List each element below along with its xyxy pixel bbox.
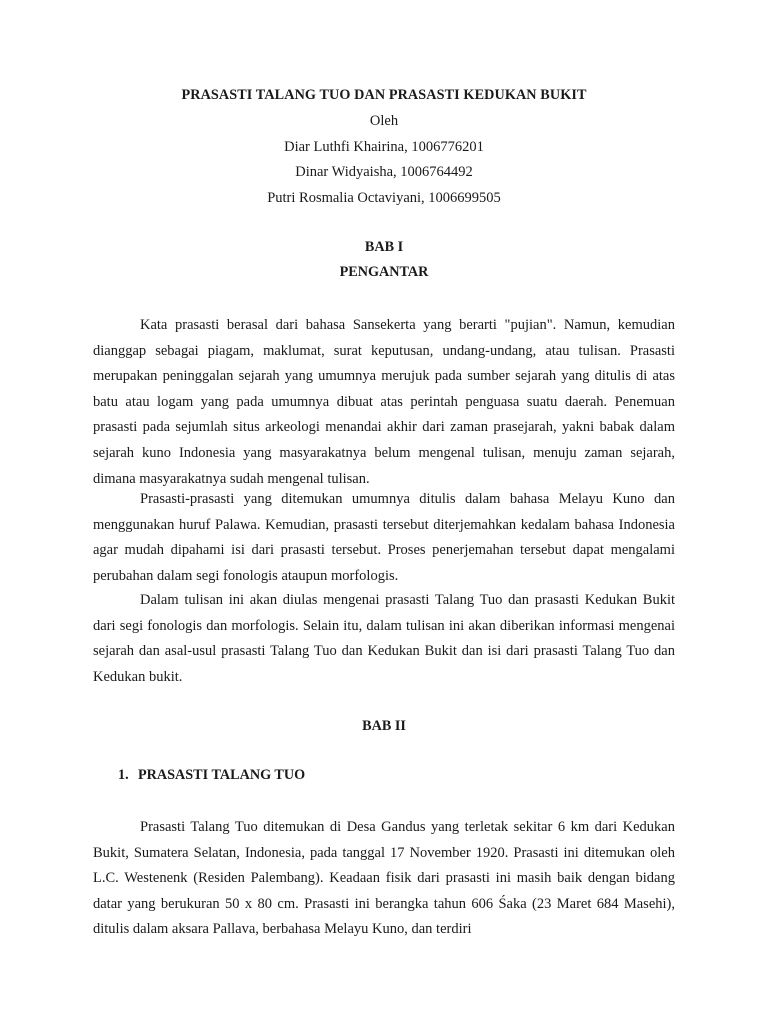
section-number: 1. [118,767,129,783]
paragraph: Prasasti Talang Tuo ditemukan di Desa Gandus yang terletak sekitar 6 km dari Kedukan Bukit, Sumatera Selatan, Indonesia, pada tanggal 17 November 1920. Prasasti ini ditemukan oleh L.C. Westenenk (Residen Palembang). Keadaan fisik dari prasasti ini masih baik dengan bidang datar yang berukuran 50 x 80 cm. Prasasti ini berangka tahun 606 Śaka (23 Maret 684 Masehi), ditulis dalam aksara Pallava, berbahasa Melayu Kuno, dan terdiri [93,819,675,938]
document-title: PRASASTI TALANG TUO DAN PRASASTI KEDUKAN BUKIT [181,87,587,103]
paragraph: Dalam tulisan ini akan diulas mengenai prasasti Talang Tuo dan prasasti Kedukan Bukit dari segi fonologis dan morfologis. Selain itu, dalam tulisan ini akan diberikan informasi mengenai sejarah dan asal-usul prasasti Talang Tuo dan Kedukan Bukit dan isi dari prasasti Talang Tuo dan Kedukan bukit. [93,592,675,685]
author-by-label: Oleh [369,113,399,129]
chapter-label: BAB II [362,718,406,734]
paragraph: Kata prasasti berasal dari bahasa Sansekerta yang berarti "pujian". Namun, kemudian dianggap sebagai piagam, maklumat, surat keputusan, undang-undang, atau tulisan. Prasasti merupakan peninggalan sejarah yang umumnya merujuk pada sumber sejarah yang ditulis di atas batu atau logam yang pada umumnya dibuat atas perintah penguasa suatu daerah. Penemuan prasasti pada sejumlah situs arkeologi menandai akhir dari zaman prasejarah, yakni babak dalam sejarah kuno Indonesia yang masyarakatnya belum mengenal tulisan, menuju zaman sejarah, dimana masyarakatnya sudah mengenal tulisan. [93,317,675,487]
author-line: Putri Rosmalia Octaviyani, 1006699505 [267,190,501,206]
author-line: Diar Luthfi Khairina, 1006776201 [284,139,484,155]
author-line: Dinar Widyaisha, 1006764492 [295,164,473,180]
chapter-title: PENGANTAR [339,264,429,280]
paragraph: Prasasti-prasasti yang ditemukan umumnya ditulis dalam bahasa Melayu Kuno dan menggunakan huruf Palawa. Kemudian, prasasti tersebut diterjemahkan kedalam bahasa Indonesia agar mudah dipahami isi dari prasasti tersebut. Proses penerjemahan tersebut dapat mengalami perubahan dalam segi fonologis ataupun morfologis. [93,491,675,584]
section-heading [118,766,305,784]
section-title: PRASASTI TALANG TUO [138,767,306,783]
chapter-label: BAB I [364,239,404,255]
